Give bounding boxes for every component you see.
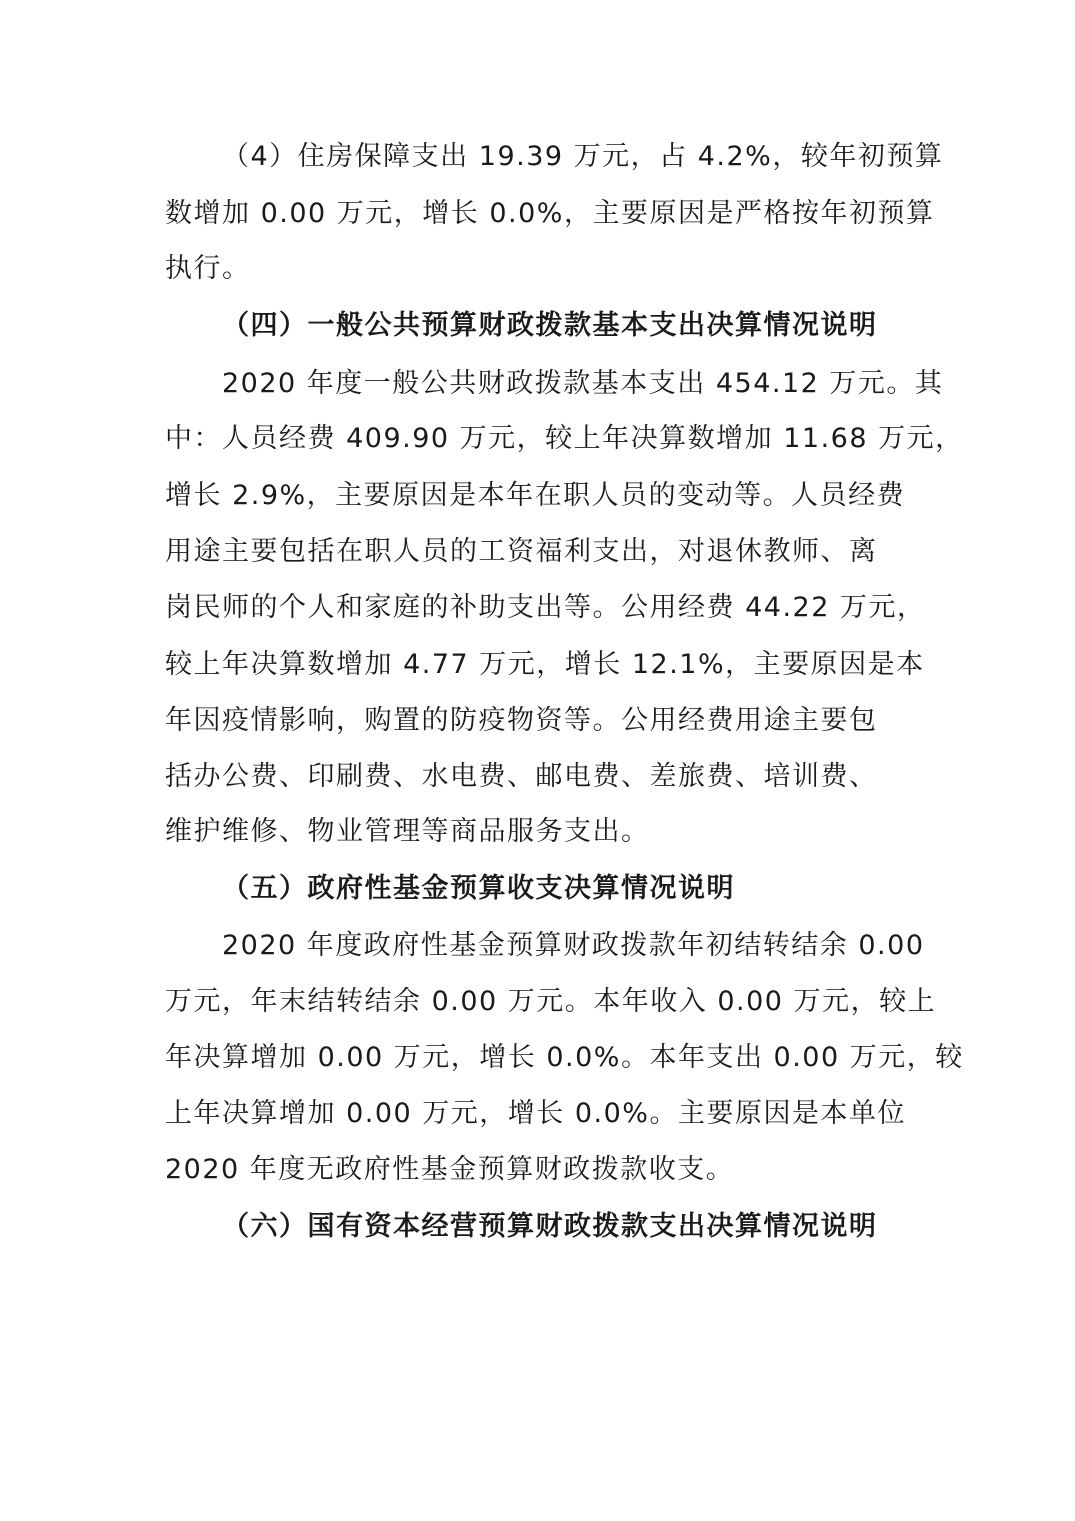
- paragraph-line: 岗民师的个人和家庭的补助支出等。公用经费 44.22 万元，: [165, 592, 926, 623]
- paragraph-line: 执行。: [165, 253, 251, 284]
- paragraph-line: 2020 年度无政府性基金预算财政拨款收支。: [165, 1154, 735, 1185]
- paragraph-line: 中：人员经费 409.90 万元，较上年决算数增加 11.68 万元，: [165, 423, 964, 454]
- section-heading: （五）政府性基金预算收支决算情况说明: [222, 873, 735, 904]
- paragraph-line: 较上年决算数增加 4.77 万元，增长 12.1%，主要原因是本: [165, 649, 925, 680]
- paragraph-line: 括办公费、印刷费、水电费、邮电费、差旅费、培训费、: [165, 761, 878, 792]
- paragraph-line: 万元，年末结转结余 0.00 万元。本年收入 0.00 万元，较上: [165, 986, 937, 1017]
- paragraph-line: 增长 2.9%，主要原因是本年在职人员的变动等。人员经费: [165, 480, 906, 511]
- section-heading: （六）国有资本经营预算财政拨款支出决算情况说明: [222, 1211, 878, 1242]
- paragraph-line: 上年决算增加 0.00 万元，增长 0.0%。主要原因是本单位: [165, 1098, 906, 1129]
- paragraph-line: 年决算增加 0.00 万元，增长 0.0%。本年支出 0.00 万元，较: [165, 1042, 964, 1073]
- paragraph-line: 2020 年度一般公共财政拨款基本支出 454.12 万元。其: [222, 368, 944, 399]
- paragraph-line: 年因疫情影响，购置的防疫物资等。公用经费用途主要包: [165, 705, 878, 736]
- paragraph-line: 数增加 0.00 万元，增长 0.0%，主要原因是严格按年初预算: [165, 198, 935, 229]
- paragraph-line: 2020 年度政府性基金预算财政拨款年初结转结余 0.00: [222, 930, 925, 961]
- paragraph-line: 用途主要包括在职人员的工资福利支出，对退休教师、离: [165, 536, 878, 567]
- paragraph-line: 维护维修、物业管理等商品服务支出。: [165, 816, 650, 847]
- paragraph-line: （4）住房保障支出 19.39 万元，占 4.2%，较年初预算: [222, 141, 944, 172]
- section-heading: （四）一般公共预算财政拨款基本支出决算情况说明: [222, 310, 878, 341]
